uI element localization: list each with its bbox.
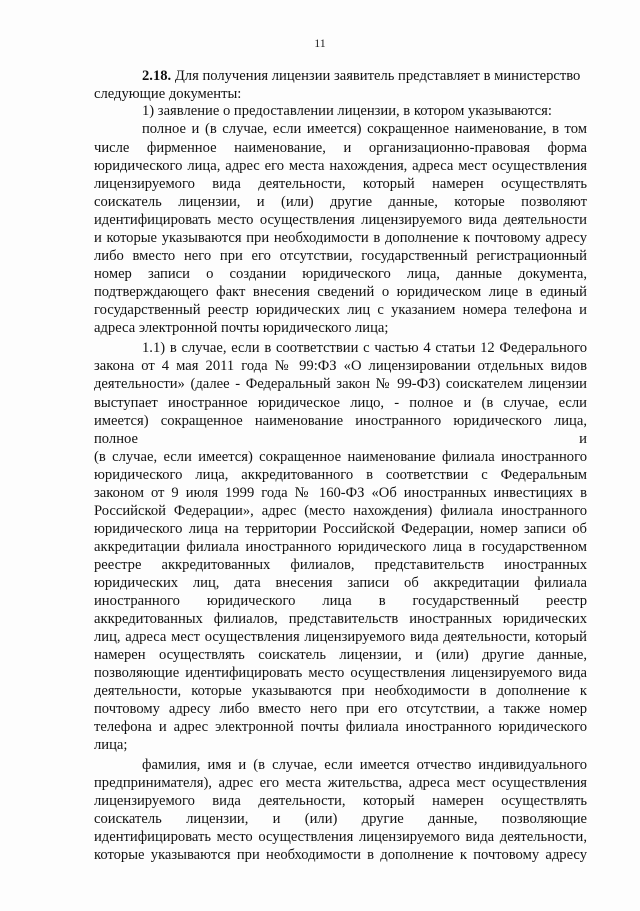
text-line: почтовому адресу либо вместо него при его отсутствии, а также номер [94, 701, 587, 717]
text-line: юридического лица на территории Российской Федерации, номер записи об [94, 521, 587, 537]
text-line: реестре аккредитованных филиалов, представительств иностранных [94, 557, 587, 573]
text-line: подтверждающего факт внесения сведений о юридическом лице в единый [94, 284, 587, 300]
text-line: идентифицировать место осуществления лицензируемого вида деятельности [94, 212, 587, 228]
text-line: предпринимателя), адрес его места жительства, адреса мест осуществления [94, 775, 587, 791]
text-line: следующие документы: [94, 86, 242, 102]
text-line: адреса электронной почты юридического лица; [94, 320, 389, 336]
text-line: деятельности» (далее - Федеральный закон № 99-ФЗ) соискателем лицензии [94, 376, 587, 392]
text-line: юридического лица, аккредитованного в соответствии с Федеральным [94, 467, 587, 483]
text-line: Российской Федерации», адрес (место нахождения) филиала иностранного [94, 503, 587, 519]
text-line: номер записи о создании юридического лица, данные документа, [94, 266, 587, 282]
text-line: намерен осуществлять соискатель лицензии, и (или) другие данные, [94, 647, 587, 663]
text-line: 1) заявление о предоставлении лицензии, в котором указываются: [142, 103, 552, 119]
text-line: лицензируемого вида деятельности, который намерен осуществлять [94, 176, 587, 192]
text-line: лицензируемого вида деятельности, который намерен осуществлять [94, 793, 587, 809]
text-line [142, 68, 587, 85]
text-line: соискатель лицензии, и (или) другие данные, которые позволяют [94, 194, 587, 210]
text-line: полное и (в случае, если имеется) сокращенное наименование, в том [142, 121, 587, 137]
text-line: иностранного юридического лица в государственный реестр [94, 593, 587, 609]
text-line: 1.1) в случае, если в соответствии с частью 4 статьи 12 Федерального [142, 340, 587, 356]
text-line: фамилия, имя и (в случае, если имеется отчество индивидуального [142, 757, 587, 773]
text-line: телефона и адрес электронной почты филиала иностранного юридического [94, 719, 587, 735]
text-line: полное и [94, 431, 587, 447]
text-line: выступает иностранное юридическое лицо, - полное и (в случае, если [94, 395, 587, 411]
text-line: лица; [94, 737, 128, 753]
text-line: либо вместо него при его отсутствии, государственный регистрационный [94, 248, 587, 264]
page-number: 11 [314, 36, 326, 50]
text-line: имеется) сокращенное наименование иностранного юридического лица, [94, 413, 587, 429]
text-line: идентифицировать место осуществления лицензируемого вида деятельности, [94, 829, 587, 845]
text-line: и которые указываются при необходимости в дополнение к почтовому адресу [94, 230, 587, 246]
text-line: законом от 9 июля 1999 года № 160-ФЗ «Об иностранных инвестициях в [94, 485, 587, 501]
text-line: аккредитованных филиалов, представительств иностранных юридических [94, 611, 587, 627]
text-line-content: Для получения лицензии заявитель представляет в министерство [174, 68, 581, 84]
text-line: государственный реестр юридических лиц с указанием номера телефона и [94, 302, 587, 318]
text-line: закона от 4 мая 2011 года № 99:ФЗ «О лицензировании отдельных видов [94, 358, 587, 374]
text-line: соискатель лицензии, и (или) другие данные, позволяющие [94, 811, 587, 827]
text-line: числе фирменное наименование, и организационно-правовая форма [94, 140, 587, 156]
text-line: юридического лица, адрес его места нахождения, адреса мест осуществления [94, 158, 587, 174]
text-line: деятельности, которые указываются при необходимости в дополнение к [94, 683, 587, 699]
text-line: (в случае, если имеется) сокращенное наименование филиала иностранного [94, 449, 587, 465]
text-line: аккредитации филиала иностранного юридического лица в государственном [94, 539, 587, 555]
section-number: 2.18. [142, 68, 172, 84]
text-line: которые указываются при необходимости в дополнение к почтовому адресу [94, 847, 587, 863]
text-line: юридических лиц, дата внесения записи об аккредитации филиала [94, 575, 587, 591]
text-line: позволяющие идентифицировать место осуществления лицензируемого вида [94, 665, 587, 681]
text-line: лиц, адреса мест осуществления лицензируемого вида деятельности, который [94, 629, 587, 645]
